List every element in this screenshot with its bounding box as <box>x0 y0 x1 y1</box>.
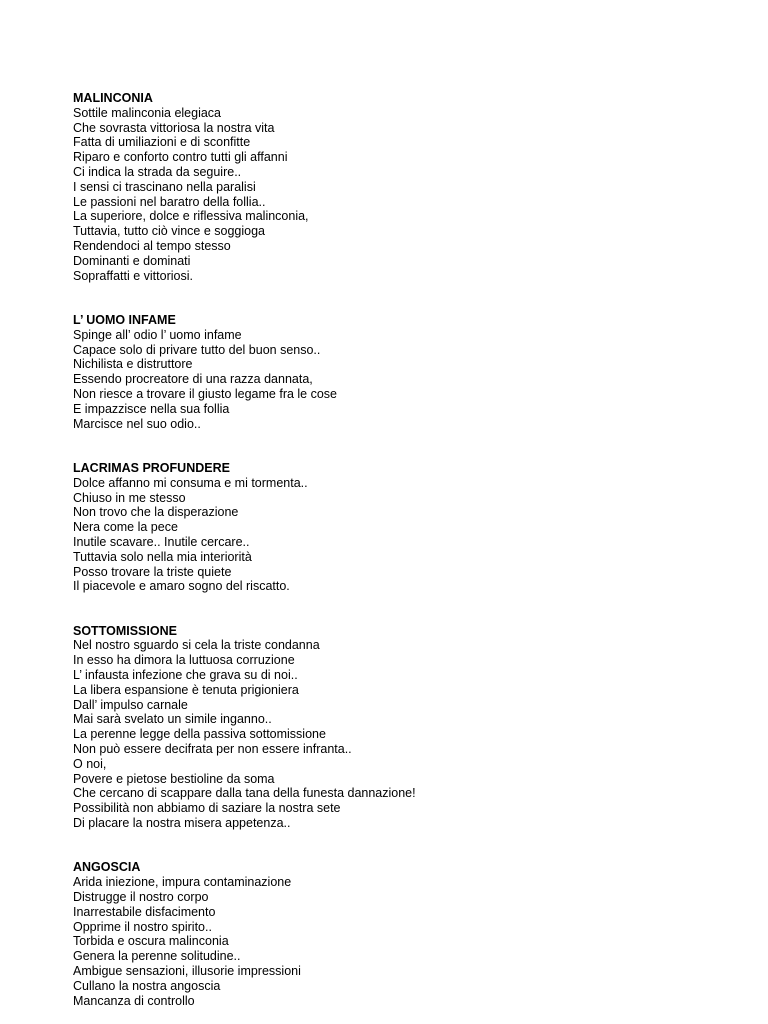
poem-title: SOTTOMISSIONE <box>73 623 177 638</box>
poem-title: L’ UOMO INFAME <box>73 312 176 327</box>
poem-line: Ci indica la strada da seguire.. <box>73 164 242 179</box>
poem-line: Sopraffatti e vittoriosi. <box>73 268 193 283</box>
poem-malinconia <box>73 91 733 283</box>
poem-line: Tuttavia, tutto ciò vince e soggioga <box>73 224 266 239</box>
poem-line: Non può essere decifrata per non essere infranta.. <box>73 742 352 757</box>
poem-line: Il piacevole e amaro sogno del riscatto. <box>73 579 290 594</box>
poem-lacrimas-profundere <box>73 461 733 594</box>
poem-line: Mai sarà svelato un simile inganno.. <box>73 712 272 727</box>
poem-line: Arida iniezione, impura contaminazione <box>73 875 292 890</box>
document-page <box>73 91 733 1008</box>
poem-line: Povere e pietose bestioline da soma <box>73 771 275 786</box>
poem-line: Sottile malinconia elegiaca <box>73 105 222 120</box>
poem-line: Inutile scavare.. Inutile cercare.. <box>73 534 250 549</box>
poem-uomo-infame <box>73 313 733 431</box>
poem-line: Che sovrasta vittoriosa la nostra vita <box>73 120 275 135</box>
poem-line: Di placare la nostra misera appetenza.. <box>73 816 291 831</box>
poem-title: MALINCONIA <box>73 91 153 105</box>
poem-line: La superiore, dolce e riflessiva malinconia, <box>73 209 309 224</box>
poem-line: Nel nostro sguardo si cela la triste condanna <box>73 638 320 653</box>
poem-line: Nera come la pece <box>73 520 178 535</box>
poem-line: I sensi ci trascinano nella paralisi <box>73 179 256 194</box>
poem-line: La libera espansione è tenuta prigioniera <box>73 682 299 697</box>
poem-line: Ambigue sensazioni, illusorie impressioni <box>73 964 301 979</box>
poem-line: Fatta di umiliazioni e di sconfitte <box>73 135 251 150</box>
poem-line: Genera la perenne solitudine.. <box>73 949 241 964</box>
poem-angoscia <box>73 860 733 1008</box>
poem-line: Che cercano di scappare dalla tana della funesta dannazione! <box>73 786 416 801</box>
poem-line: La perenne legge della passiva sottomissione <box>73 727 326 742</box>
poem-line: Cullano la nostra angoscia <box>73 978 221 993</box>
poem-line: Posso trovare la triste quiete <box>73 564 232 579</box>
poem-line: Capace solo di privare tutto del buon senso.. <box>73 342 321 357</box>
poem-line: Non riesce a trovare il giusto legame fra le cose <box>73 386 338 401</box>
poem-line: Riparo e conforto contro tutti gli affanni <box>73 150 288 165</box>
poem-line: Chiuso in me stesso <box>73 490 186 505</box>
poem-line: Dominanti e dominati <box>73 253 191 268</box>
poem-line: L’ infausta infezione che grava su di noi.. <box>73 668 298 683</box>
poem-line: Tuttavia solo nella mia interiorità <box>73 549 252 564</box>
poem-line: Spinge all’ odio l’ uomo infame <box>73 327 242 342</box>
poem-line: Opprime il nostro spirito.. <box>73 919 212 934</box>
poem-line: Torbida e oscura malinconia <box>73 934 229 949</box>
poem-line: Le passioni nel baratro della follia.. <box>73 194 266 209</box>
poem-line: Dall’ impulso carnale <box>73 697 188 712</box>
poem-title: ANGOSCIA <box>73 860 141 875</box>
poem-line: Rendendoci al tempo stesso <box>73 238 231 253</box>
poem-line: Inarrestabile disfacimento <box>73 904 216 919</box>
poem-line: Marcisce nel suo odio.. <box>73 416 201 431</box>
poem-line: In esso ha dimora la luttuosa corruzione <box>73 653 295 668</box>
poem-line: Distrugge il nostro corpo <box>73 890 209 905</box>
poem-line: Essendo procreatore di una razza dannata, <box>73 372 313 387</box>
poem-line: Nichilista e distruttore <box>73 357 193 372</box>
poem-title: LACRIMAS PROFUNDERE <box>73 460 230 475</box>
poem-sottomissione <box>73 624 733 831</box>
poem-line: Possibilità non abbiamo di saziare la nostra sete <box>73 801 341 816</box>
poem-line: O noi, <box>73 756 107 771</box>
poem-line: Mancanza di controllo <box>73 993 195 1008</box>
poem-line: Dolce affanno mi consuma e mi tormenta.. <box>73 475 308 490</box>
poem-line: Non trovo che la disperazione <box>73 505 239 520</box>
poem-line: E impazzisce nella sua follia <box>73 401 230 416</box>
